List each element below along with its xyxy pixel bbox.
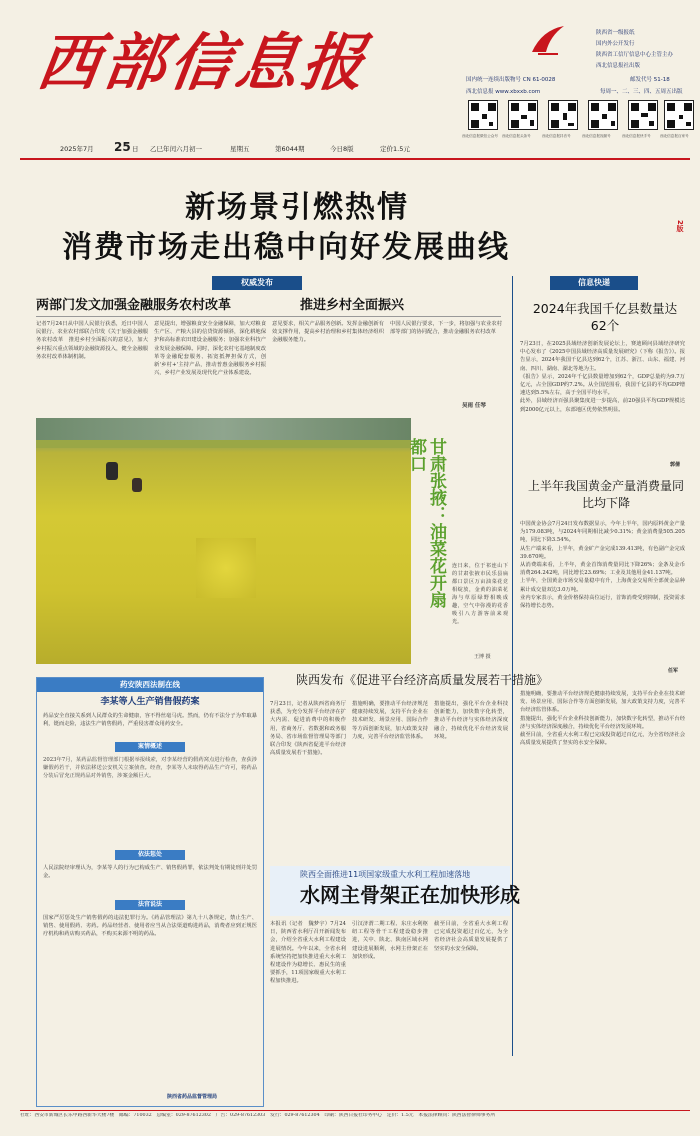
law-body: 人民法院经审理认为，李某等人的行为已构成生产、销售假药罪，依法判处有期徒刑并处罚金。 <box>43 865 257 880</box>
qr-label: 西北信息报快手号 <box>622 134 651 138</box>
divider <box>36 316 501 317</box>
side-tag: 2版 <box>676 220 684 232</box>
qr-code-icon[interactable] <box>468 100 498 130</box>
policy-body-col3: 措施提出，强化平台企业科技创新能力，加快数字化转型，推动平台经济与实体经济深度融合，持续优化平台经济发展环境。 <box>434 701 508 740</box>
top-link-3: 陕西省工信厅信息中心主管主办 <box>596 52 674 58</box>
law-body-2: 国家严厉惩处生产销售假药的违法犯罪行为。《药品管理法》第九十八条规定，禁止生产、销售、使用假药、劣药。药品经营者、使用者应当从合法渠道购进药品，消费者应到正规医疗机构和药店购买药品，不购买来源不明的药品。 <box>43 915 257 938</box>
section-label-authority: 权威发布 <box>212 276 302 290</box>
sidebar-para: 7月23日，在2025县域经济创新发展论坛上，赛迪顾问县域经济研究中心发布了《2025中国县域经济高质量发展研究》（下称《报告》）。报告显示，2024年我国千亿县达到62个，江苏、浙江、山东、福建、河南、四川、湖南、湖北等地为主。 <box>520 341 685 372</box>
law-headline: 李某等人生产销售假药案 <box>100 697 200 707</box>
water-kicker: 陕西全面推进11项国家级重大水利工程加速落地 <box>300 870 471 879</box>
qr-code-icon[interactable] <box>548 100 578 130</box>
sidebar-para: 从生产端来看，上半年，黄金矿产金完成139.413吨，有色副产金完成39.670吨。 <box>520 545 685 560</box>
top-link-2: 国内外公开发行 <box>596 41 635 47</box>
law-lead: 药品安全直接关系到人民群众的生命健康，容不得丝毫马虎。然而，仍有不法分子为牟取暴利，铤而走险，违法生产销售假药，严重侵害群众用药安全。 <box>43 713 257 728</box>
qr-label: 西北信息报视频号 <box>582 134 611 138</box>
top-links <box>596 28 696 72</box>
weekday: 星期五 <box>230 145 250 153</box>
law-box-title: 药安陕西法制在线 <box>37 678 263 692</box>
postal-code: 邮发代号 51-18 <box>630 77 670 83</box>
sidebar-para: 上半年，全国黄金市场交易量稳中有升，上海黄金交易所全部黄金品种累计成交量双边3.0万吨。 <box>520 578 685 593</box>
sidebar-credit-2: 任军 <box>668 668 679 674</box>
law-section-1: 案情概述 <box>115 742 185 752</box>
date-suffix: 日 <box>132 145 139 153</box>
authority-byline: 吴雨 任琴 <box>462 403 486 409</box>
water-body-col1: 本报讯（记者 魏梦宇）7月24日，陕西省水利厅召开新闻发布会，介绍全省重大水利工程建设进展情况。今年以来，全省水利系统坚持把加快推进重大水利工程建设作为稳增长、惠民生的重要抓手，11项国家级重大水利工程加快推进。 <box>270 921 346 985</box>
law-section-3: 法官说法 <box>115 900 185 910</box>
lead-headline-1: 新场景引燃热情 <box>185 190 409 225</box>
policy-headline: 陕西发布《促进平台经济高质量发展若干措施》 <box>296 673 549 687</box>
sidebar-credit-1: 郭倩 <box>670 462 681 468</box>
page-count: 今日8版 <box>330 145 354 153</box>
sidebar-body-2 <box>520 520 685 675</box>
newspaper-title: 西部信息报 <box>32 26 374 99</box>
sidebar-para: 从消费端来看，上半年，黄金首饰消费量同比下降26%；金条及金币消费264.242吨，同比增长23.69%；工业及其他用金41.137吨。 <box>520 562 685 577</box>
dateline <box>60 140 460 155</box>
sidebar-para: 截至目前，全省重大水利工程已完成投资超过百亿元，为全省经济社会高质量发展提供了坚实的水安全保障。 <box>520 732 685 747</box>
sidebar-headline-1-text: 2024年我国千亿县数量达62个 <box>532 301 678 333</box>
law-section-2: 依法惩处 <box>115 850 185 860</box>
lunar-date: 乙巳年闰六月初一 <box>150 145 202 153</box>
qr-label: 西北信息报百家号 <box>660 134 689 138</box>
authority-headline-left: 两部门发文加强金融服务农村改革 <box>36 298 232 313</box>
date-year-month: 2025年7月 <box>60 145 94 153</box>
qr-code-icon[interactable] <box>628 100 658 130</box>
photo-title: 甘肃张掖：油菜花开扇都口 <box>406 438 446 608</box>
sidebar-headline-1 <box>530 300 680 334</box>
authority-body-col2: 意见提出，增强粮食安全金融保障，加大对粮食生产区、产粮大县的信贷资源倾斜，深化耕地保护和高标准农田建设金融服务；加强农业科技产业发展金融保障。同时，深化农村宅基地制度改革等金融配套服务、拓宽抵押担保方式，创新'乡村+'主持产品，推动普惠金融服务乡村振兴，乡村产业发展及现代化产业体系建设。 <box>154 321 266 377</box>
top-link-4: 西北信息报社出版 <box>596 63 641 69</box>
authority-headline-right: 推进乡村全面振兴 <box>300 298 405 313</box>
footer-rule <box>20 1110 690 1111</box>
sidebar-para: 此外，县域经济百强县聚集度进一步提高，前20强县平均GDP规模达到2000亿元以上，东部地区优势依然明显。 <box>520 398 685 413</box>
water-body-col2: 引汉济渭二期工程、东庄水利枢纽工程等骨干工程建设稳步推进，关中、陕北、陕南区域水网建设进展顺利，水网主骨架正在加快形成。 <box>352 921 428 960</box>
date-day: 25 <box>114 140 131 154</box>
issue-number: 第6044期 <box>275 145 305 153</box>
policy-body-col1: 7月23日，记者从陕西省商务厅获悉，为充分发挥平台经济在扩大内需、促进消费中的积极作用，省商务厅、省数据和政务服务局、省市场监督管理局等部门联合印发《陕西省促进平台经济高质量发展若干措施》。 <box>270 701 346 757</box>
sidebar-para: 业内专家表示，黄金价格保持高位运行，首饰消费受到抑制，投资需求保持增长态势。 <box>520 594 685 610</box>
photo-credit: 王博 摄 <box>474 654 491 660</box>
law-case: 2023年7月，某药品监督管理部门根据举报线索，对李某经营的假药窝点进行检查，查获涉嫌假药若干，并依法移送公安机关立案侦查。经查，李某等人未取得药品生产许可，将药品分装后冒充正规药品对外销售，涉案金额巨大。 <box>43 757 257 780</box>
authority-body-col3: 意见要求，相关产品服务创新。发挥金融创新有效支撑作用，提高乡村治理和乡村集体经济组织金融服务能力。 <box>272 321 384 344</box>
authority-body-col1: 记者7月24日从中国人民银行获悉，近日中国人民银行、农业农村部联合印发《关于加强金融服务农村改革 推进乡村全面振兴的意见》，加大乡村振兴重点领域的金融资源投入，健全金融服务农村改革体制机制。 <box>36 321 148 360</box>
cn-label: 国内统一连续出版物号 CN 61-0028 <box>466 77 556 83</box>
section-label-express: 信息快递 <box>550 276 638 290</box>
sidebar-para: 中国黄金协会7月24日发布数据显示，今年上半年，国内原料黄金产量为179.083吨，与2024年同期相比减少0.31%；黄金消费量505.205吨，同比下降3.54%。 <box>520 521 685 544</box>
qr-labels <box>462 134 698 142</box>
authority-body-col4: 中国人民银行要求，下一步，将加强与农业农村部等部门的协同配合，推动金融服务农村改革 <box>390 321 502 336</box>
qr-code-icon[interactable] <box>664 100 694 130</box>
qr-label: 西北信息报头条号 <box>502 134 531 138</box>
water-headline: 水网主骨架正在加快形成 <box>300 883 520 907</box>
sidebar-para: 《报告》显示，2024年千亿县数量增加到62个，GDP总量约为9.7万亿元，占全国GDP约7.2%。从全国范围看，我国千亿县的平均GDP增速达到5.5%左右，高于全国平均水平。 <box>520 373 685 397</box>
law-credit: 陕西省药品监督管理局 <box>167 1094 218 1100</box>
footer-text: 社址：西安市新城区长乐中路西新华大楼7楼 邮编：710032 总编室：029-87612302 广告：029-87612303 发行：029-87612304 印刷：陕西日报社印务中心 定价：1.5元 本报法律顾问：陕西法智律师事务所 <box>20 1113 496 1118</box>
crane-logo-icon <box>528 22 568 58</box>
qr-label: 西北信息报微信公众号 <box>462 134 498 138</box>
website: 西北信息报 www.xbxxb.com <box>466 89 541 95</box>
qr-label: 西北信息报抖音号 <box>542 134 571 138</box>
sidebar-body-1 <box>520 340 685 460</box>
qr-code-icon[interactable] <box>588 100 618 130</box>
law-box <box>36 677 264 1107</box>
sidebar-headline-2: 上半年我国黄金产量消费量同比均下降 <box>528 479 685 510</box>
sidebar-body-3 <box>520 690 685 1050</box>
sidebar-para: 措施明确，要推动平台经济规范健康持续发展，支持平台企业在技术研发、场景应用、国际合作等方面创新发展，加大政策支持力度，完善平台经济监管体系。 <box>520 691 685 714</box>
qr-code-icon[interactable] <box>508 100 538 130</box>
water-body-col3: 截至目前，全省重大水利工程已完成投资超过百亿元，为全省经济社会高质量发展提供了坚实的水安全保障。 <box>434 921 508 952</box>
policy-body-col2: 措施明确，要推动平台经济规范健康持续发展，支持平台企业在技术研发、场景应用、国际合作等方面创新发展，加大政策支持力度，完善平台经济监管体系。 <box>352 701 428 740</box>
lead-headline-2: 消费市场走出稳中向好发展曲线 <box>62 230 510 265</box>
top-link-1: 陕西省一级报纸 <box>596 30 635 36</box>
rapeseed-photo <box>36 418 411 664</box>
masthead-rule <box>20 158 690 160</box>
photo-caption: 连日来，位于祁连山下的甘肃张掖市民乐县扁都口景区万亩油菜花竞相绽放，金黄的油菜花海与草原绿野相映成趣，空气中弥漫的花香吸引八方游客前来观光。 <box>452 563 508 625</box>
price: 定价1.5元 <box>380 145 410 153</box>
schedule: 每周一、二、三、四、五周五出版 <box>600 89 683 95</box>
sidebar-para: 措施提出，强化平台企业科技创新能力，加快数字化转型，推动平台经济与实体经济深度融合，持续优化平台经济发展环境。 <box>520 715 685 730</box>
